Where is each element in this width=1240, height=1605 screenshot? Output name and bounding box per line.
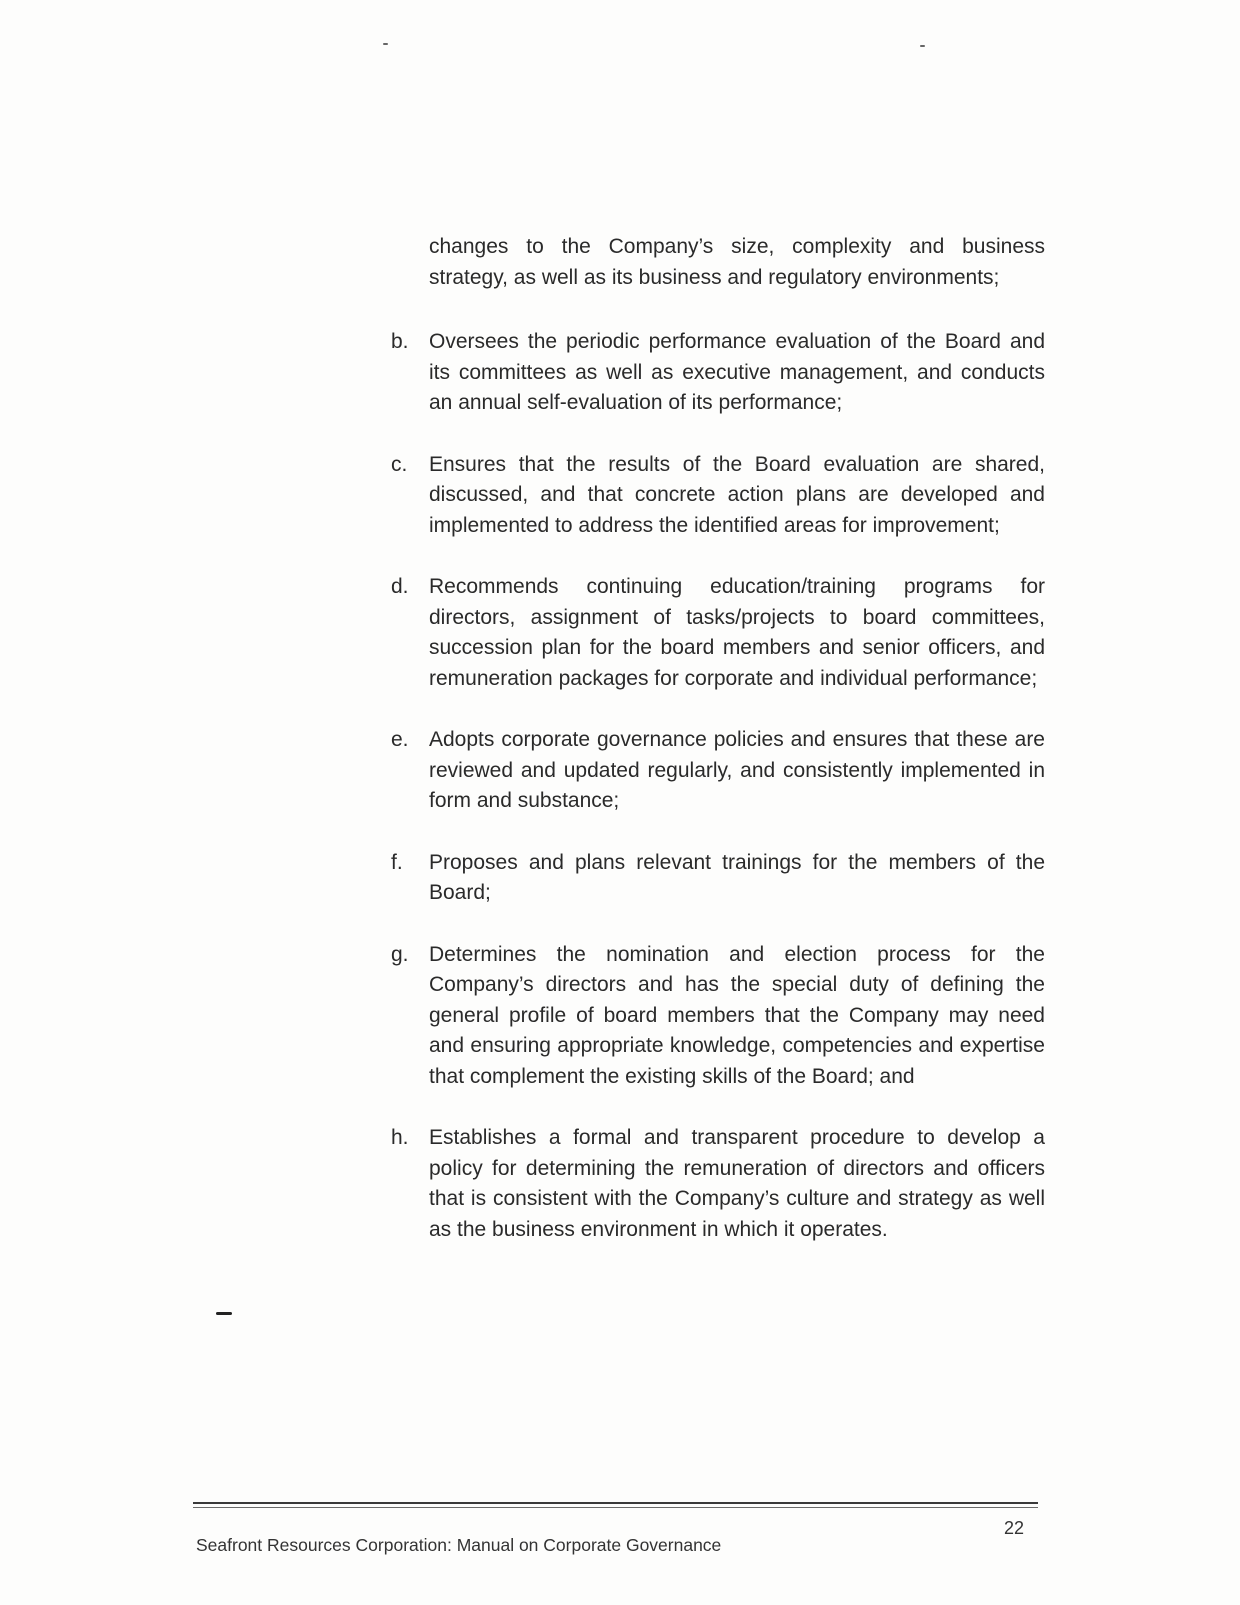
scan-speck — [216, 1312, 232, 1315]
footer-title: Seafront Resources Corporation: Manual on Corporate Governance — [196, 1535, 722, 1555]
list-item-text: Ensures that the results of the Board evaluation are shared, discussed, and that concrete action plans are developed and implemented to address the identified areas for improvement; — [429, 452, 1045, 537]
list-item-text: Adopts corporate governance policies and ensures that these are reviewed and updated regularly, and consistently implemented in form and substance; — [429, 728, 1045, 812]
scan-speck — [920, 45, 925, 47]
list-item-label: e. — [391, 728, 409, 751]
list-item-text: Proposes and plans relevant trainings for the members of the Board; — [429, 850, 1045, 904]
list-item-label: h. — [391, 1126, 409, 1149]
list-item-label: f. — [391, 850, 403, 874]
list-item-label: d. — [391, 575, 409, 598]
list-item-text: Determines the nomination and election process for the Company’s directors and has the special duty of defining the general profile of board members that the Company may need and ensuring appropriate knowledge, competencies and expertise that complement the existing skills of the Board; and — [429, 942, 1045, 1088]
list-item-text: Establishes a formal and transparent procedure to develop a policy for determining the remuneration of directors and officers that is consistent with the Company’s culture and strategy as well as the business environment in which it operates. — [429, 1126, 1045, 1241]
list-item-text: Oversees the periodic performance evaluation of the Board and its committees as well as executive management, and conducts an annual self-evaluation of its performance; — [429, 330, 1045, 414]
scan-speck — [383, 43, 388, 45]
page-number: 22 — [1004, 1518, 1025, 1538]
continued-paragraph: changes to the Company’s size, complexity and business strategy, as well as its business and regulatory environments; — [429, 235, 1045, 289]
list-item-g — [385, 940, 1045, 1093]
list-item-label: b. — [391, 330, 409, 353]
list-item-d — [385, 572, 1045, 694]
list-item-b — [385, 327, 1045, 419]
list-item-label: c. — [391, 452, 408, 476]
document-body — [385, 232, 1045, 1276]
list-item-e — [385, 725, 1045, 817]
footer-divider — [193, 1502, 1038, 1508]
list-item-label: g. — [391, 942, 409, 966]
list-item-h — [385, 1123, 1045, 1245]
list-item-text: Recommends continuing education/training programs for directors, assignment of tasks/projects to board committees, succession plan for the board members and senior officers, and remuneration packages for corporate and individual performance; — [429, 575, 1045, 690]
list-item-c — [385, 450, 1045, 542]
list-item-f — [385, 848, 1045, 909]
